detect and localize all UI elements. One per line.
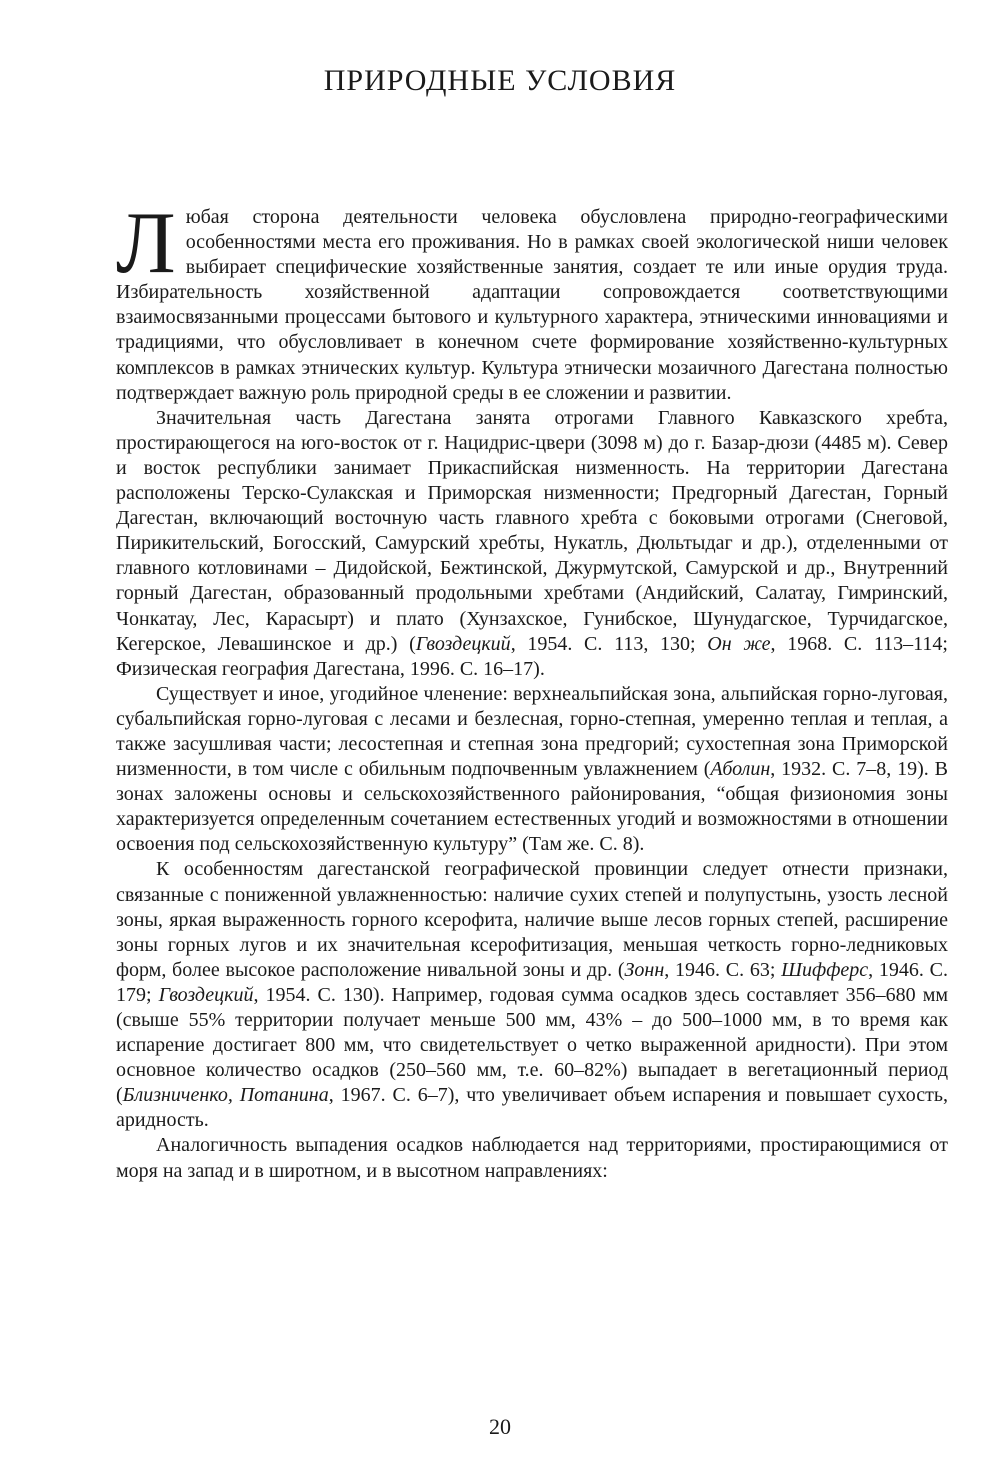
text-run: юбая сторона деятельности человека обусловлена природно-географическими особенностями места его проживания. Но в рамках своей экологической ниши человек выбирает специфические хозяйственные занятия, создает те или иные орудия труда. Избирательность хозяйственной адаптации сопровождается соответствующими взаимосвязанными процессами бытового и культурного характера, этническими инновациями и традициями, что обусловливает в конечном счете формирование хозяйственно-культурных комплексов в рамках этнических культур. Культура этнически мозаичного Дагестана полностью подтверждает важную роль природной среды в ее сложении и развитии. — [116, 206, 948, 404]
text-run: , 1946. С. 179; — [116, 958, 949, 1006]
paragraph — [116, 195, 948, 406]
page-number: 20 — [489, 1414, 511, 1439]
paragraph — [116, 857, 948, 1133]
text-run: , 1968. С. 113–114; Физическая география Дагестана, 1996. С. 16–17). — [116, 632, 948, 680]
citation-author: Зонн — [624, 958, 665, 981]
citation-author: Гвоздецкий — [158, 983, 254, 1006]
text-run: , 1946. С. 63; — [664, 958, 782, 981]
body-text — [116, 195, 949, 1184]
text-run: Существует и иное, угодийное членение: верхнеальпийская зона, альпийская горно-луговая, субальпийская горно-луговая с лесами и безлесная, горно-степная, умеренно теплая и теплая, а также засушливая части; лесостепная и степная зона предгорий; сухостепная зона Приморской низменности, в том числе с обильным подпочвенным увлажнением ( — [116, 682, 948, 781]
text-run: Значительная часть Дагестана занята отрогами Главного Кавказского хребта, простирающегося на юго-восток от г. Нацидрис-цвери (3098 м) до г. Базар-дюзи (4485 м). Север и восток республики занимает Прикаспийская низменность. На территории Дагестана расположены Терско-Сулакская и Приморская низменности; Предгорный Дагестан, Горный Дагестан, включающий восточную часть главного хребта с боковыми отрогами (Снеговой, Пирикительский, Богосский, Самурский хребты, Нукатль, Дюльтыдаг и др.), отделенными от главного котловинами – Дидойской, Бежтинской, Джурмутской, Самурской и др., Внутренний горный Дагестан, образованный продольными хребтами (Андийский, Салатау, Гимринский, Чонкатау, Лес, Карасырт) и плато (Хунзахское, Гунибское, Шунудагское, Турчидагское, Кегерское, Левашинское и др.) ( — [116, 406, 948, 655]
paragraph — [116, 682, 948, 858]
citation-author: Гвоздецкий — [415, 632, 511, 655]
paragraph — [116, 1133, 948, 1183]
text-run: Аналогичность выпадения осадков наблюдается над территориями, простирающимися от моря на запад и в широтном, и в высотном направлениях: — [116, 1134, 948, 1182]
citation-author: Шифферс — [781, 958, 869, 981]
citation-author: Он же — [707, 632, 771, 655]
drop-cap: Л — [116, 195, 176, 292]
text-run: , 1954. С. 113, 130; — [510, 632, 708, 655]
page-title: ПРИРОДНЫЕ УСЛОВИЯ — [323, 64, 677, 97]
text-run: , 1932. С. 7–8, 19). В зонах заложены основы и сельскохозяйственного районирования, “общая физиономия зоны характеризуется определенным сочетанием естественных угодий и возможностями в отношении освоения под сельскохозяйственную культуру” (Там же. С. 8). — [116, 758, 948, 856]
citation-author: Близниченко, Потанина — [122, 1084, 329, 1107]
text-run: К особенностям дагестанской географической провинции следует отнести признаки, связанные с пониженной увлажненностью: наличие сухих степей и полупустынь, узость лесной зоны, яркая выраженность горного ксерофита, наличие выше лесов горных степей, расширение зоны горных лугов и их значительная ксерофитизация, меньшая четкость горно-ледниковых форм, более высокое расположение нивальной зоны и др. ( — [116, 858, 948, 981]
citation-author: Аболин — [710, 758, 771, 781]
text-run: , 1967. С. 6–7), что увеличивает объем испарения и повышает сухость, аридность. — [116, 1084, 948, 1132]
paragraph — [116, 406, 948, 682]
text-run: , 1954. С. 130). Например, годовая сумма осадков здесь составляет 356–680 мм (свыше 55% территории получает меньше 500 мм, 43% – до 500–1000 мм, в то время как испарение достигает 800 мм, что свидетельствует о четко выраженной аридности). При этом основное количество осадков (250–560 мм, т.е. 60–82%) выпадает в вегетационный период ( — [116, 983, 949, 1107]
